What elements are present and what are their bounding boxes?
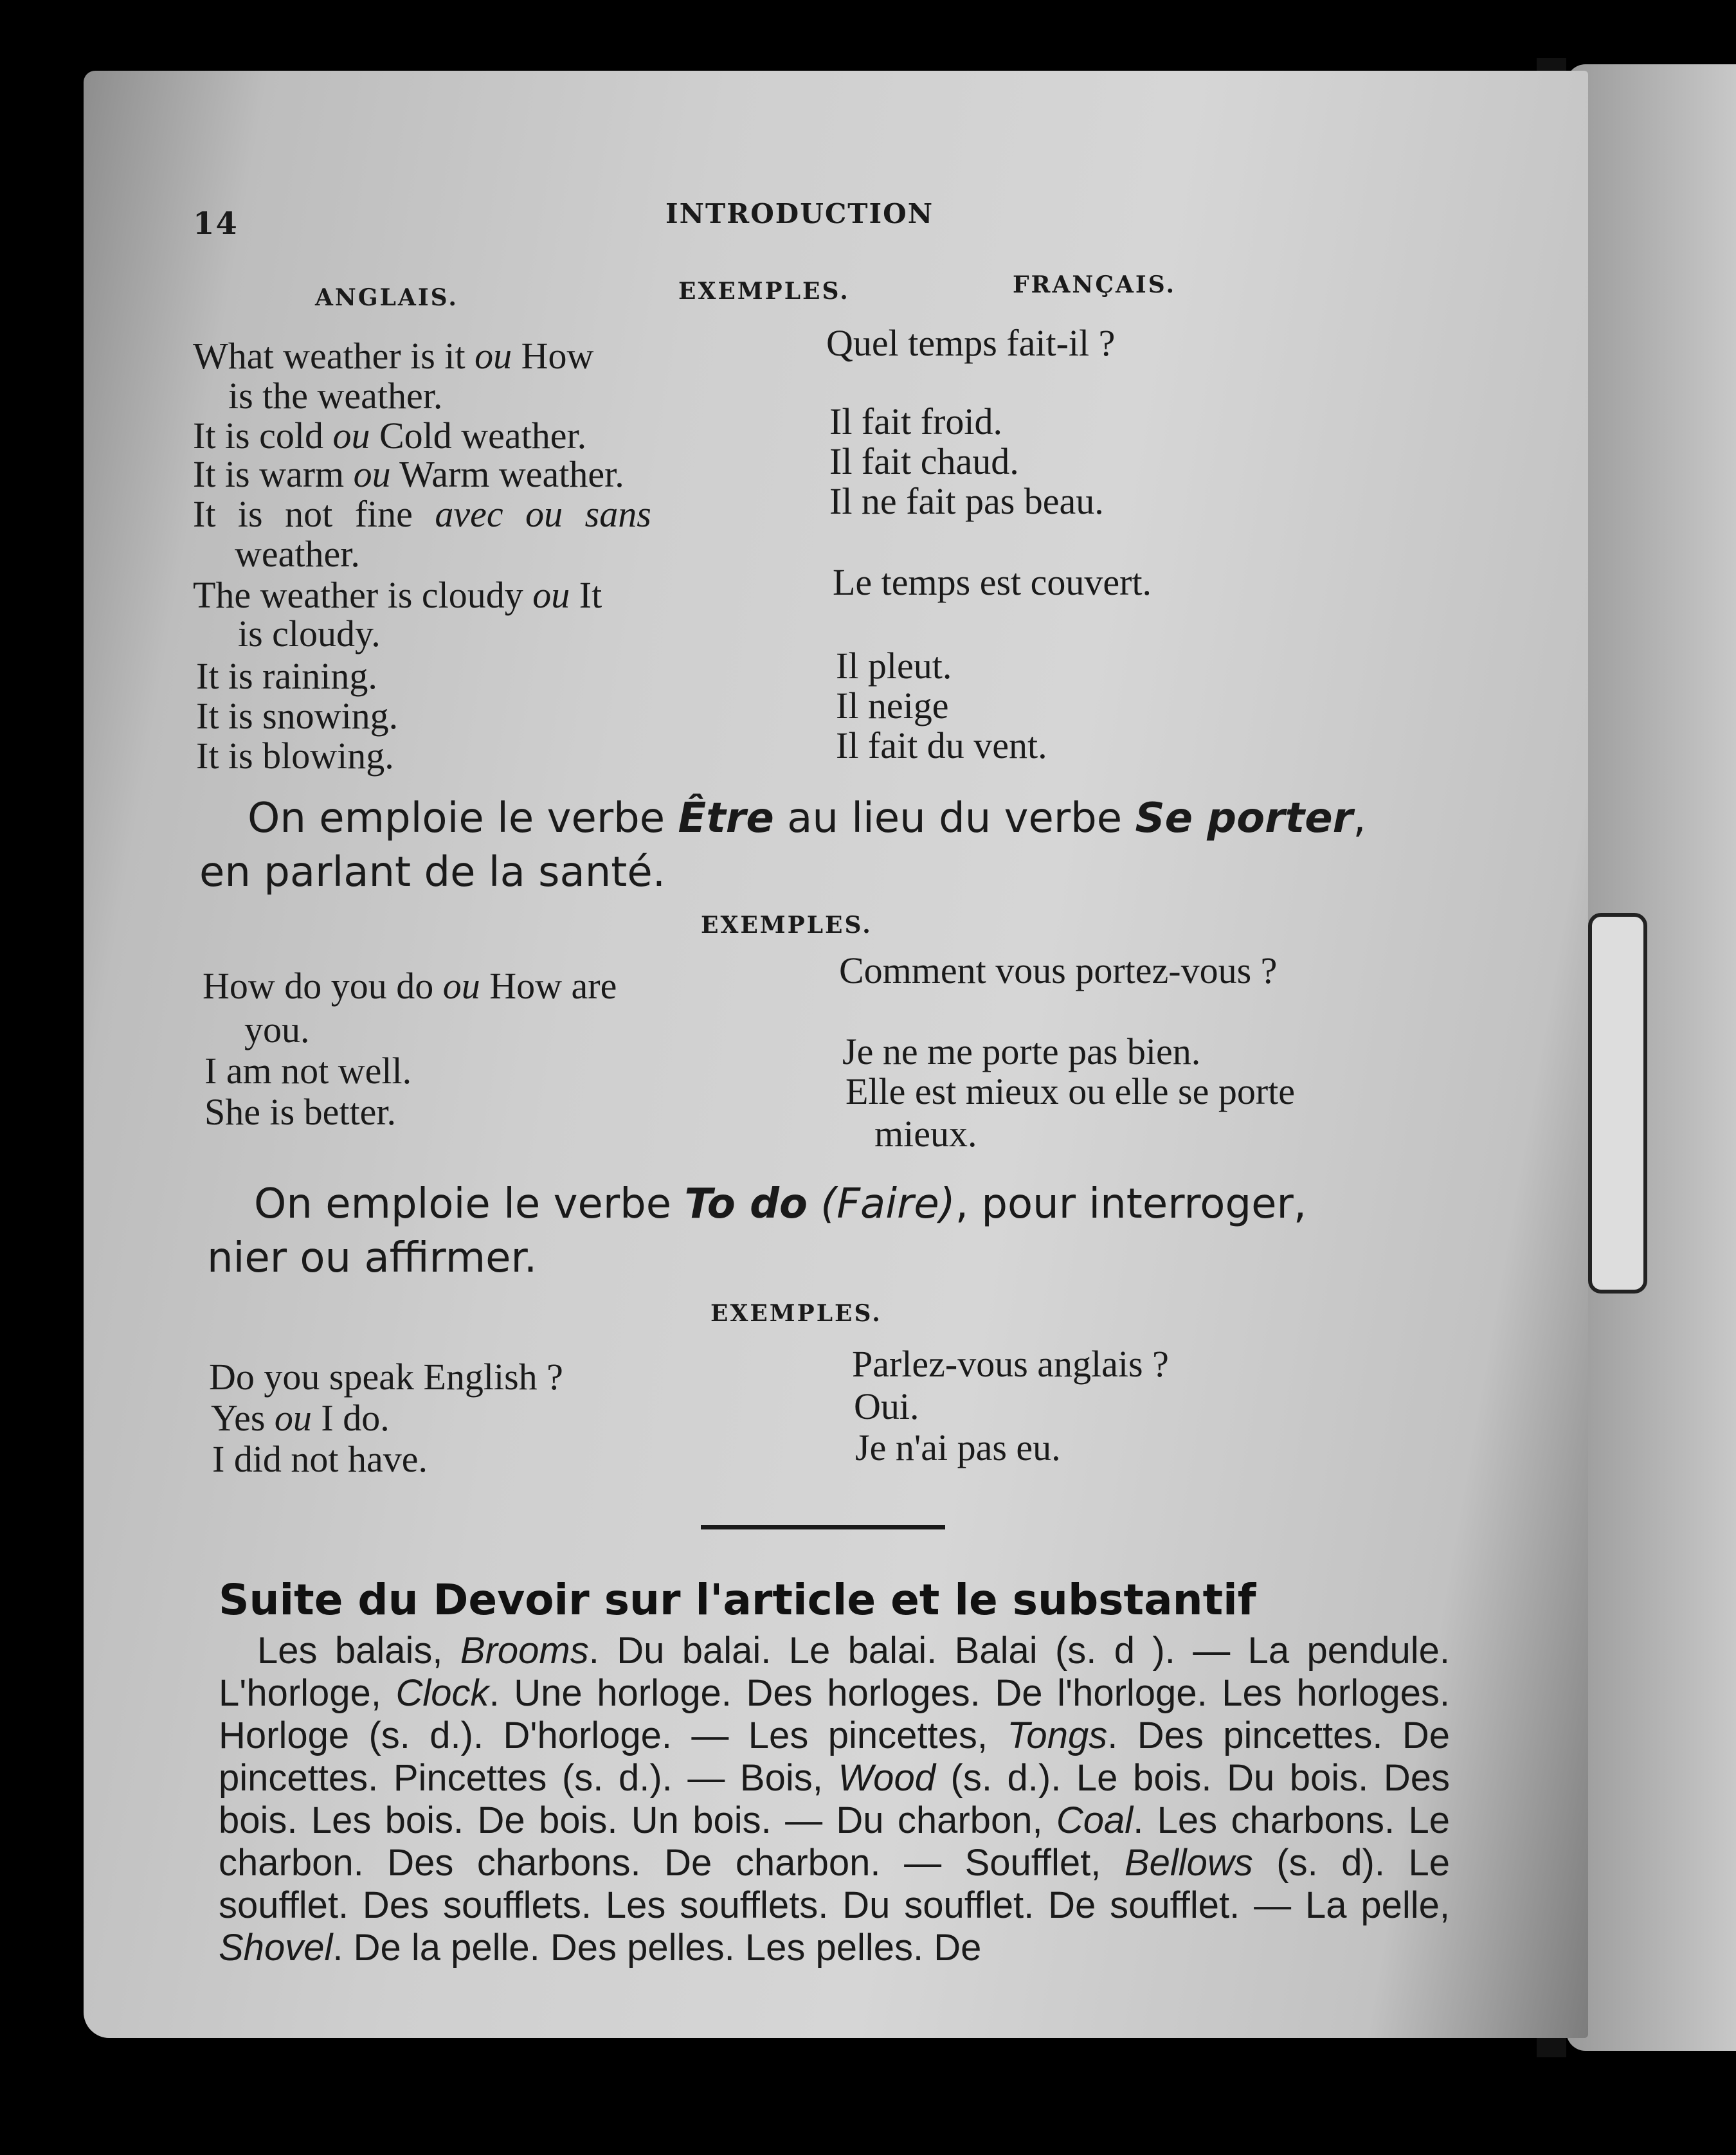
weather-fr-6: Il pleut. [836, 645, 952, 687]
rule-note-to-do-cont: nier ou affirmer. [207, 1234, 538, 1282]
rule-note-to-do: On emploie le verbe To do (Faire), pour interroger, [254, 1180, 1307, 1228]
weather-en-2: It is cold ou Cold weather. [193, 415, 587, 456]
do-en-2: Yes ou I do. [211, 1397, 390, 1439]
health-en-1-cont: you. [244, 1009, 310, 1050]
weather-fr-4: Il ne fait pas beau. [829, 480, 1104, 522]
weather-fr-7: Il neige [836, 685, 949, 726]
do-en-3: I did not have. [212, 1438, 428, 1480]
weather-en-4-cont: weather. [235, 533, 360, 575]
weather-en-5: The weather is cloudy ou It [193, 574, 602, 616]
examples-label-do: EXEMPLES. [710, 1300, 882, 1327]
weather-fr-8: Il fait du vent. [836, 725, 1047, 766]
weather-en-8: It is blowing. [196, 735, 394, 777]
rule-note-etre-cont: en parlant de la santé. [199, 849, 666, 896]
exercise-paragraph: Les balais, Brooms. Du balai. Le balai. Balai (s. d ). — La pendule. L'horloge, Clock. Une horloge. Des horloges. De l'horloge. Les horloges. Horloge (s. d.). D'horloge. — Les pincettes, Tongs. Des pincettes. De pincettes. Pincettes (s. d.). — Bois, Wood (s. d.). Le bois. Du bois. Des bois. Les bois. De bois. Un bois. — Du charbon, Coal. Les charbons. Le charbon. Des charbons. De charbon. — Soufflet, Bellows (s. d). Le soufflet. Des soufflets. Les soufflets. Du soufflet. De soufflet. — La pelle, Shovel. De la pelle. Des pelles. Les pelles. De [219, 1630, 1451, 1969]
weather-en-1-cont: is the weather. [228, 375, 443, 417]
weather-en-5-cont: is cloudy. [238, 613, 381, 654]
weather-en-1: What weather is it ou How [193, 335, 594, 377]
weather-fr-2: Il fait froid. [829, 401, 1002, 442]
column-heading-english: ANGLAIS. [315, 284, 458, 311]
weather-fr-5: Le temps est couvert. [833, 561, 1152, 603]
health-en-2: I am not well. [204, 1050, 412, 1092]
section-divider [701, 1525, 945, 1529]
do-fr-1: Parlez-vous anglais ? [852, 1343, 1169, 1385]
page-number: 14 [193, 206, 239, 242]
page-tab [1588, 913, 1647, 1294]
do-fr-2: Oui. [854, 1385, 919, 1427]
health-en-3: She is better. [204, 1091, 397, 1133]
do-fr-3: Je n'ai pas eu. [855, 1427, 1061, 1468]
weather-en-7: It is snowing. [196, 695, 399, 737]
health-fr-2: Je ne me porte pas bien. [842, 1031, 1201, 1072]
health-fr-3-cont: mieux. [874, 1113, 977, 1155]
do-en-1: Do you speak English ? [209, 1356, 563, 1398]
weather-en-4: It is not fine avec ou sans [193, 493, 651, 535]
section-title: Suite du Devoir sur l'article et le substantif [219, 1575, 1256, 1625]
weather-en-6: It is raining. [196, 655, 377, 697]
health-fr-1: Comment vous portez-vous ? [839, 950, 1278, 991]
examples-label-health: EXEMPLES. [701, 912, 873, 939]
column-heading-french: FRANÇAIS. [1013, 271, 1176, 298]
weather-fr-1: Quel temps fait-il ? [826, 322, 1116, 364]
health-fr-3: Elle est mieux ou elle se porte [845, 1070, 1296, 1112]
weather-fr-3: Il fait chaud. [829, 440, 1019, 482]
weather-en-3: It is warm ou Warm weather. [193, 453, 624, 495]
running-title: INTRODUCTION [665, 198, 934, 230]
rule-note-etre: On emploie le verbe Être au lieu du verbe Se porter, [248, 795, 1366, 842]
column-heading-examples: EXEMPLES. [678, 278, 850, 305]
health-en-1: How do you do ou How are [203, 965, 617, 1007]
